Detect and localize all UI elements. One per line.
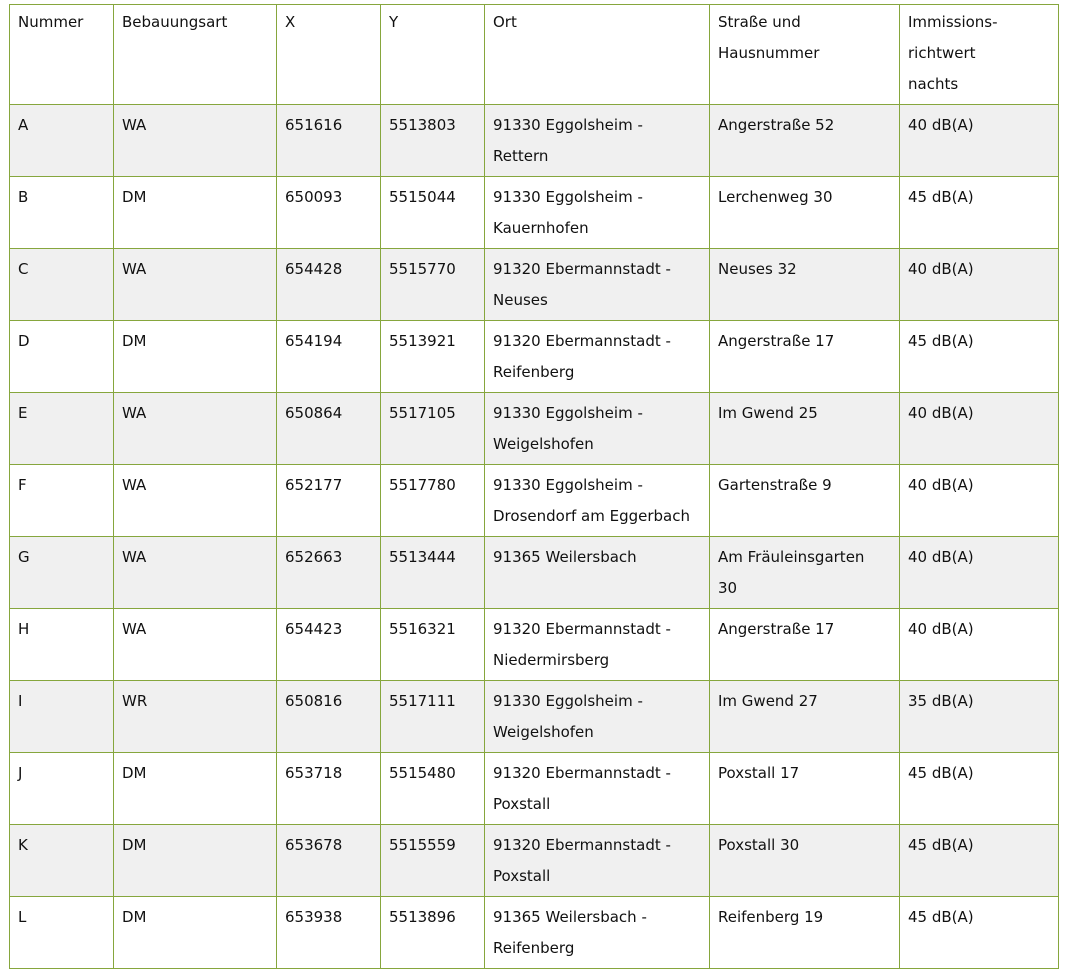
cell-immissionsrichtwert: 40 dB(A) [900,537,1059,609]
cell-bebauungsart: WA [114,537,277,609]
cell-strasse: Poxstall 17 [710,753,900,825]
cell-y: 5515559 [381,825,485,897]
cell-nummer: H [10,609,114,681]
cell-immissionsrichtwert: 45 dB(A) [900,177,1059,249]
table-row [10,753,1059,825]
cell-bebauungsart: WR [114,681,277,753]
cell-ort: 91365 Weilersbach [485,537,710,609]
table-row [10,609,1059,681]
cell-y: 5515044 [381,177,485,249]
cell-y: 5513803 [381,105,485,177]
cell-immissionsrichtwert: 45 dB(A) [900,753,1059,825]
cell-strasse: Poxstall 30 [710,825,900,897]
cell-nummer: J [10,753,114,825]
table-row [10,897,1059,969]
cell-immissionsrichtwert: 40 dB(A) [900,105,1059,177]
cell-x: 654428 [277,249,381,321]
cell-strasse: Gartenstraße 9 [710,465,900,537]
cell-y: 5513896 [381,897,485,969]
cell-nummer: G [10,537,114,609]
cell-bebauungsart: DM [114,177,277,249]
cell-bebauungsart: DM [114,321,277,393]
header-strasse: Straße und Hausnummer [710,5,900,105]
table-row [10,105,1059,177]
table-row [10,681,1059,753]
cell-strasse: Angerstraße 52 [710,105,900,177]
cell-strasse: Im Gwend 27 [710,681,900,753]
cell-strasse: Angerstraße 17 [710,609,900,681]
cell-ort: 91330 Eggolsheim - Kauernhofen [485,177,710,249]
cell-x: 653718 [277,753,381,825]
cell-immissionsrichtwert: 45 dB(A) [900,897,1059,969]
cell-nummer: I [10,681,114,753]
cell-nummer: F [10,465,114,537]
cell-ort: 91320 Ebermannstadt - Reifenberg [485,321,710,393]
cell-ort: 91365 Weilersbach - Reifenberg [485,897,710,969]
cell-ort: 91320 Ebermannstadt - Poxstall [485,753,710,825]
cell-x: 654194 [277,321,381,393]
cell-strasse: Lerchenweg 30 [710,177,900,249]
cell-ort: 91320 Ebermannstadt - Niedermirsberg [485,609,710,681]
cell-bebauungsart: WA [114,393,277,465]
cell-strasse: Neuses 32 [710,249,900,321]
cell-y: 5515480 [381,753,485,825]
cell-nummer: A [10,105,114,177]
cell-x: 652663 [277,537,381,609]
cell-y: 5517111 [381,681,485,753]
cell-x: 653938 [277,897,381,969]
header-bebauungsart: Bebauungsart [114,5,277,105]
cell-immissionsrichtwert: 35 dB(A) [900,681,1059,753]
table-row [10,177,1059,249]
cell-strasse: Reifenberg 19 [710,897,900,969]
table-row [10,393,1059,465]
table-row [10,465,1059,537]
cell-nummer: D [10,321,114,393]
cell-ort: 91320 Ebermannstadt - Neuses [485,249,710,321]
cell-x: 650093 [277,177,381,249]
cell-immissionsrichtwert: 40 dB(A) [900,609,1059,681]
document-table-wrapper [9,4,1059,969]
header-y: Y [381,5,485,105]
immission-points-table [9,4,1059,969]
cell-y: 5513444 [381,537,485,609]
cell-y: 5516321 [381,609,485,681]
cell-x: 650816 [277,681,381,753]
cell-x: 650864 [277,393,381,465]
cell-bebauungsart: DM [114,753,277,825]
cell-strasse: Am Fräuleinsgarten 30 [710,537,900,609]
cell-nummer: L [10,897,114,969]
cell-nummer: C [10,249,114,321]
cell-y: 5513921 [381,321,485,393]
cell-x: 651616 [277,105,381,177]
table-row [10,249,1059,321]
cell-bebauungsart: WA [114,465,277,537]
cell-x: 653678 [277,825,381,897]
cell-bebauungsart: WA [114,609,277,681]
cell-immissionsrichtwert: 40 dB(A) [900,465,1059,537]
header-immissionsrichtwert: Immissions-richtwert nachts [900,5,1059,105]
cell-ort: 91330 Eggolsheim - Weigelshofen [485,681,710,753]
cell-bebauungsart: WA [114,249,277,321]
cell-ort: 91330 Eggolsheim - Drosendorf am Eggerbach [485,465,710,537]
cell-bebauungsart: WA [114,105,277,177]
header-ort: Ort [485,5,710,105]
cell-ort: 91330 Eggolsheim - Weigelshofen [485,393,710,465]
cell-immissionsrichtwert: 40 dB(A) [900,393,1059,465]
cell-strasse: Im Gwend 25 [710,393,900,465]
table-row [10,825,1059,897]
cell-x: 654423 [277,609,381,681]
cell-y: 5517105 [381,393,485,465]
table-body [10,105,1059,969]
cell-ort: 91330 Eggolsheim - Rettern [485,105,710,177]
cell-immissionsrichtwert: 45 dB(A) [900,321,1059,393]
table-row [10,321,1059,393]
cell-ort: 91320 Ebermannstadt - Poxstall [485,825,710,897]
cell-immissionsrichtwert: 40 dB(A) [900,249,1059,321]
cell-immissionsrichtwert: 45 dB(A) [900,825,1059,897]
cell-strasse: Angerstraße 17 [710,321,900,393]
table-row [10,537,1059,609]
cell-bebauungsart: DM [114,825,277,897]
header-nummer: Nummer [10,5,114,105]
cell-y: 5517780 [381,465,485,537]
cell-nummer: E [10,393,114,465]
cell-nummer: B [10,177,114,249]
cell-nummer: K [10,825,114,897]
header-x: X [277,5,381,105]
cell-bebauungsart: DM [114,897,277,969]
header-row [10,5,1059,105]
cell-x: 652177 [277,465,381,537]
cell-y: 5515770 [381,249,485,321]
